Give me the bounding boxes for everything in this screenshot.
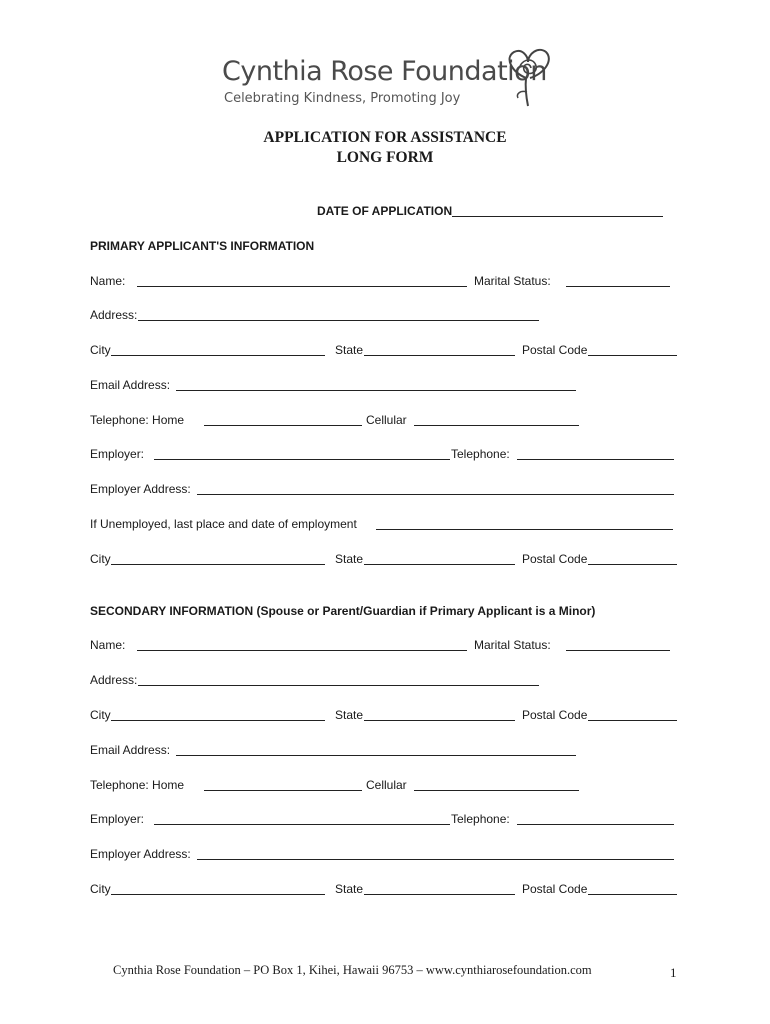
primary-employment-state-label: State: [335, 552, 364, 566]
primary-employer-address-field[interactable]: [197, 494, 674, 495]
primary-employment-postal-field[interactable]: [588, 564, 677, 565]
primary-address-label: Address:: [90, 308, 138, 322]
secondary-city-field[interactable]: [111, 720, 325, 721]
primary-email-field[interactable]: [176, 390, 576, 391]
secondary-state-label: State: [335, 708, 364, 722]
primary-employer-telephone-field[interactable]: [517, 459, 674, 460]
secondary-address-field[interactable]: [138, 685, 539, 686]
primary-marital-status-field[interactable]: [566, 286, 670, 287]
primary-employer-address-label: Employer Address:: [90, 482, 191, 496]
date-of-application-field[interactable]: [452, 216, 663, 217]
secondary-section-heading: SECONDARY INFORMATION (Spouse or Parent/Guardian if Primary Applicant is a Minor): [90, 604, 596, 618]
primary-unemployed-label: If Unemployed, last place and date of employment: [90, 517, 357, 531]
primary-employment-city-label: City: [90, 552, 111, 566]
secondary-employer-state-label: State: [335, 882, 364, 896]
secondary-employer-postal-label: Postal Code: [522, 882, 588, 896]
secondary-employer-field[interactable]: [154, 824, 450, 825]
primary-telephone-home-label: Telephone: Home: [90, 413, 185, 427]
primary-city-label: City: [90, 343, 111, 357]
secondary-employer-city-label: City: [90, 882, 111, 896]
primary-postal-code-field[interactable]: [588, 355, 677, 356]
primary-marital-status-label: Marital Status:: [474, 274, 551, 288]
date-of-application-label: DATE OF APPLICATION: [317, 204, 453, 218]
secondary-address-label: Address:: [90, 673, 138, 687]
primary-name-label: Name:: [90, 274, 126, 288]
primary-postal-code-label: Postal Code: [522, 343, 588, 357]
primary-address-field[interactable]: [138, 320, 539, 321]
page-number: 1: [670, 965, 677, 980]
primary-unemployed-field[interactable]: [376, 529, 673, 530]
primary-telephone-home-field[interactable]: [204, 425, 362, 426]
secondary-email-field[interactable]: [176, 755, 576, 756]
secondary-employer-address-field[interactable]: [197, 859, 674, 860]
secondary-employer-label: Employer:: [90, 812, 145, 826]
primary-employer-field[interactable]: [154, 459, 450, 460]
primary-section-heading: PRIMARY APPLICANT'S INFORMATION: [90, 239, 315, 253]
secondary-state-field[interactable]: [364, 720, 515, 721]
primary-employer-label: Employer:: [90, 447, 145, 461]
primary-cellular-field[interactable]: [414, 425, 579, 426]
heart-rose-icon: [498, 44, 558, 114]
footer-contact: Cynthia Rose Foundation – PO Box 1, Kihei, Hawaii 96753 – www.cynthiarosefoundation.com: [113, 963, 592, 977]
form-subtitle: LONG FORM: [336, 149, 434, 166]
secondary-name-field[interactable]: [137, 650, 467, 651]
secondary-employer-postal-field[interactable]: [588, 894, 677, 895]
secondary-telephone-home-field[interactable]: [204, 790, 362, 791]
form-title: APPLICATION FOR ASSISTANCE: [263, 129, 507, 146]
secondary-marital-status-label: Marital Status:: [474, 638, 551, 652]
secondary-employer-telephone-label: Telephone:: [451, 812, 510, 826]
primary-name-field[interactable]: [137, 286, 467, 287]
primary-employment-state-field[interactable]: [364, 564, 515, 565]
primary-cellular-label: Cellular: [366, 413, 407, 427]
primary-city-field[interactable]: [111, 355, 325, 356]
secondary-employer-state-field[interactable]: [364, 894, 515, 895]
secondary-employer-telephone-field[interactable]: [517, 824, 674, 825]
secondary-city-label: City: [90, 708, 111, 722]
secondary-name-label: Name:: [90, 638, 126, 652]
secondary-email-label: Email Address:: [90, 743, 171, 757]
secondary-telephone-home-label: Telephone: Home: [90, 778, 185, 792]
org-tagline: Celebrating Kindness, Promoting Joy: [224, 91, 461, 106]
primary-employment-city-field[interactable]: [111, 564, 325, 565]
secondary-postal-code-field[interactable]: [588, 720, 677, 721]
secondary-cellular-field[interactable]: [414, 790, 579, 791]
org-name: Cynthia Rose Foundation: [222, 56, 547, 87]
primary-employment-postal-label: Postal Code: [522, 552, 588, 566]
primary-state-field[interactable]: [364, 355, 515, 356]
secondary-employer-address-label: Employer Address:: [90, 847, 191, 861]
secondary-marital-status-field[interactable]: [566, 650, 670, 651]
primary-email-label: Email Address:: [90, 378, 171, 392]
secondary-cellular-label: Cellular: [366, 778, 407, 792]
primary-state-label: State: [335, 343, 364, 357]
secondary-postal-code-label: Postal Code: [522, 708, 588, 722]
secondary-employer-city-field[interactable]: [111, 894, 325, 895]
primary-employer-telephone-label: Telephone:: [451, 447, 510, 461]
